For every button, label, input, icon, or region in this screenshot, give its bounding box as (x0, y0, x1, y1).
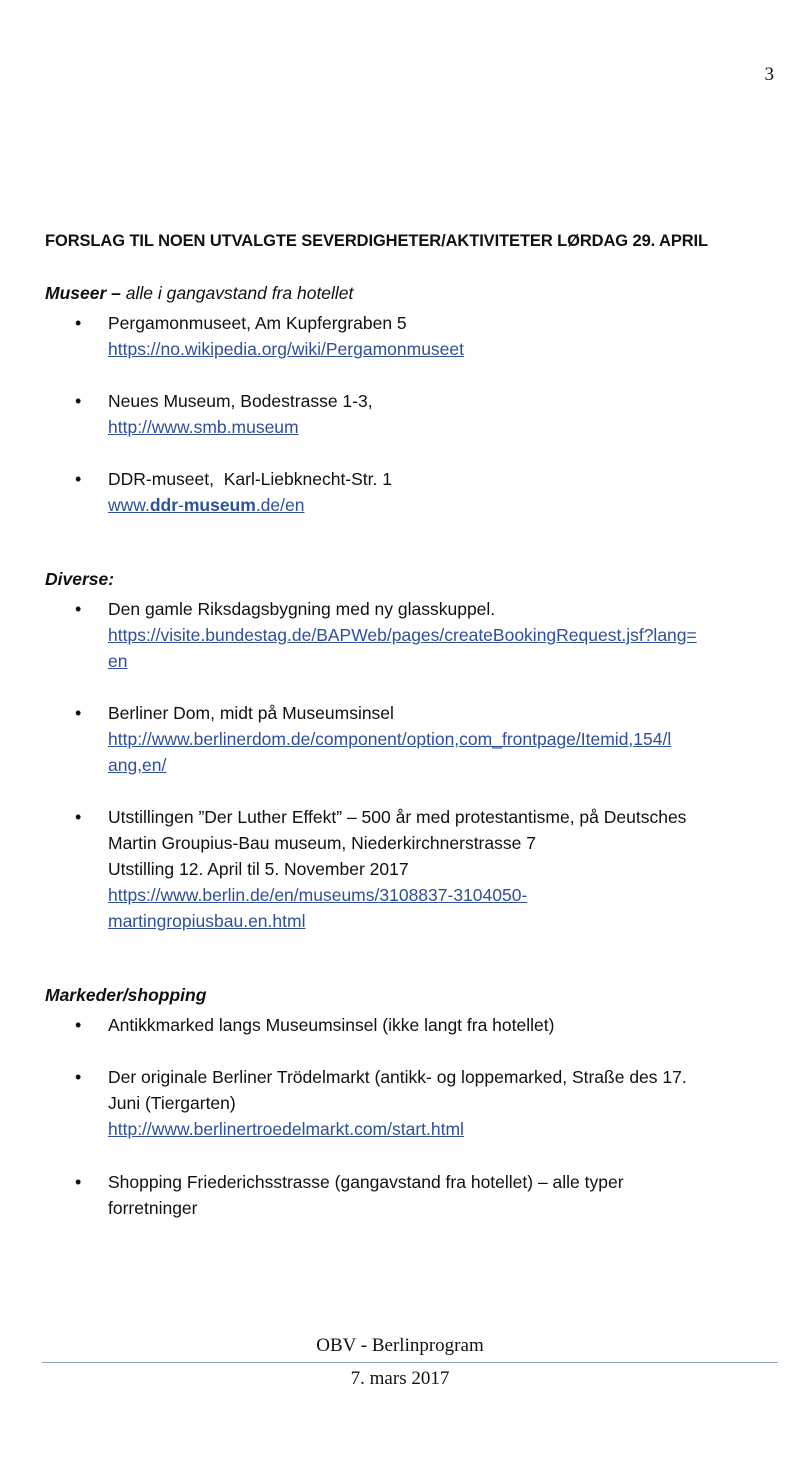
pergamonmuseet-link[interactable]: https://no.wikipedia.org/wiki/Pergamonmuseet (108, 339, 465, 359)
bullet-icon: • (75, 391, 82, 411)
bullet-icon: • (75, 807, 82, 827)
item-text-line: Shopping Friederichsstrasse (gangavstand fra hotellet) – alle typer (108, 1172, 624, 1192)
diverse-list-2 (0, 700, 778, 778)
troedelmarkt-link[interactable]: http://www.berlinertroedelmarkt.com/start.html (108, 1119, 464, 1139)
bullet-icon: • (75, 1015, 82, 1035)
item-text: Pergamonmuseet, Am Kupfergraben 5 (108, 313, 407, 333)
item-text-line: Martin Groupius-Bau museum, Niederkirchnerstrasse 7 (108, 833, 536, 853)
diverse-list (0, 596, 778, 674)
item-text-line: Juni (Tiergarten) (108, 1093, 236, 1113)
link-part: - (178, 495, 184, 515)
item-text: Berliner Dom, midt på Museumsinsel (108, 703, 394, 723)
list-item-neues-museum (0, 388, 778, 440)
bullet-icon: • (75, 1172, 82, 1192)
section-heading-museer (45, 283, 353, 304)
list-item-luther-effekt (0, 804, 778, 934)
link-part: .de/en (255, 495, 305, 515)
link-part-bold: ddr (149, 495, 179, 515)
section-heading-markeder (45, 985, 206, 1006)
list-item-friederichsstrasse (0, 1169, 778, 1221)
item-text: Neues Museum, Bodestrasse 1-3, (108, 391, 373, 411)
link-part: www. (108, 495, 150, 515)
link-part-bold: museum (183, 495, 256, 515)
item-text-line: forretninger (108, 1198, 198, 1218)
section-title: Markeder/shopping (45, 985, 207, 1005)
museer-list-3 (0, 466, 778, 518)
section-subtitle: alle i gangavstand fra hotellet (125, 283, 354, 303)
item-text: Den gamle Riksdagsbygning med ny glasskuppel. (108, 599, 496, 619)
footer-divider (42, 1362, 778, 1363)
bullet-icon: • (75, 703, 82, 723)
bullet-icon: • (75, 1067, 82, 1087)
item-text-line: Utstillingen ”Der Luther Effekt” – 500 år med protestantisme, på Deutsches (108, 807, 687, 827)
bundestag-link[interactable] (108, 622, 778, 674)
item-text: Antikkmarked langs Museumsinsel (ikke langt fra hotellet) (108, 1015, 555, 1035)
ddr-museum-link[interactable] (108, 492, 778, 518)
item-text-line: Der originale Berliner Trödelmarkt (antikk- og loppemarked, Straße des 17. (108, 1067, 687, 1087)
link-line: https://www.berlin.de/en/museums/3108837-3104050- (108, 885, 528, 905)
museer-list (0, 310, 778, 362)
section-heading-diverse (45, 569, 114, 590)
list-item-pergamonmuseet (0, 310, 778, 362)
bullet-icon: • (75, 599, 82, 619)
list-item-antikkmarked (0, 1012, 778, 1038)
item-text-line: Utstilling 12. April til 5. November 2017 (108, 859, 409, 879)
footer-date: 7. mars 2017 (350, 1368, 450, 1389)
section-title: Museer – (45, 283, 121, 303)
link-line: https://visite.bundestag.de/BAPWeb/pages/createBookingRequest.jsf?lang= (108, 625, 697, 645)
berlinerdom-link[interactable] (108, 726, 778, 778)
link-line: martingropiusbau.en.html (108, 911, 306, 931)
list-item-ddr-museet (0, 466, 778, 518)
link-line: en (108, 651, 128, 671)
diverse-list-3 (0, 804, 778, 934)
markeder-list-2 (0, 1064, 778, 1142)
berlin-de-link[interactable] (108, 882, 778, 934)
list-item-riksdag (0, 596, 778, 674)
bullet-icon: • (75, 469, 82, 489)
list-item-trodelmarkt (0, 1064, 778, 1142)
link-line: ang,en/ (108, 755, 167, 775)
link-line: http://www.berlinerdom.de/component/option,com_frontpage/Itemid,154/l (108, 729, 672, 749)
smb-museum-link[interactable]: http://www.smb.museum (108, 417, 299, 437)
museer-list-2 (0, 388, 778, 440)
page-number: 3 (764, 64, 774, 85)
list-item-berliner-dom (0, 700, 778, 778)
footer-title: OBV - Berlinprogram (316, 1335, 484, 1356)
page-heading: FORSLAG TIL NOEN UTVALGTE SEVERDIGHETER/AKTIVITETER LØRDAG 29. APRIL (45, 232, 709, 250)
markeder-list-3 (0, 1169, 778, 1221)
item-text: DDR-museet, Karl-Liebknecht-Str. 1 (108, 469, 392, 489)
markeder-list (0, 1012, 778, 1038)
bullet-icon: • (75, 313, 82, 333)
section-title: Diverse: (45, 569, 115, 589)
